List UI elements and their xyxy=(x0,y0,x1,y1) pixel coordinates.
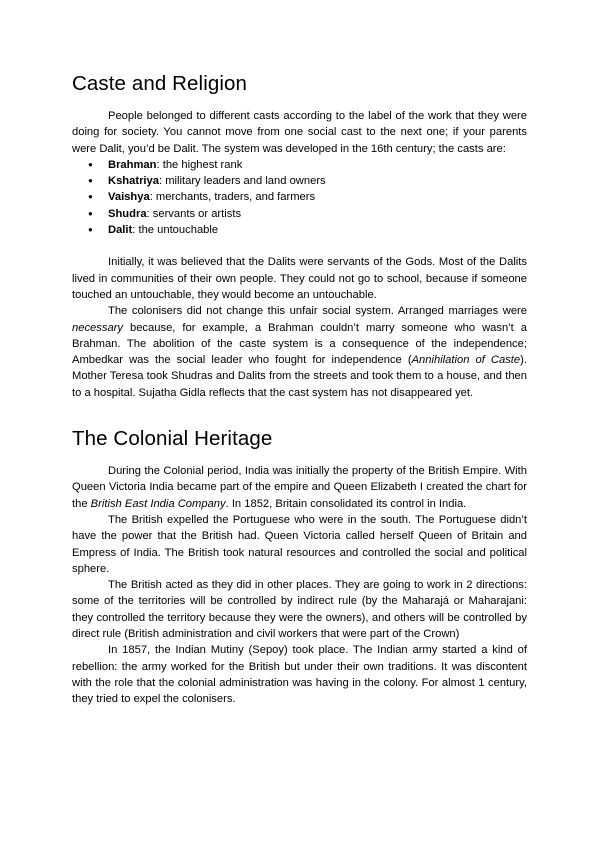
section-heading-colonial-heritage: The Colonial Heritage xyxy=(72,427,273,451)
paragraph-dalits: Initially, it was believed that the Dalits were servants of the Gods. Most of the Dalits lived in communities of their own people. They could not go to school, because if someone touched an untouchable, they would become an untouchable. xyxy=(72,256,527,301)
text-run: The colonisers did not change this unfair social system. Arranged marriages were xyxy=(108,305,527,318)
caste-name: Dalit xyxy=(108,224,133,237)
paragraph-spacer xyxy=(72,238,527,254)
list-item-vaishya xyxy=(88,189,527,205)
list-item-brahman xyxy=(88,157,527,173)
paragraph-portuguese: The British expelled the Portuguese who were in the south. The Portuguese didn’t have the power that the British had. Queen Victoria called herself Queen of Britain and Empress of India. The British took natural resources and controlled the social and political sphere. xyxy=(72,513,527,575)
company-name: British East India Company xyxy=(90,497,226,510)
document-content xyxy=(72,70,527,708)
list-item-shudra xyxy=(88,206,527,222)
text-run: ). Mother Teresa took Shudras and Dalits from the streets and took them to a house, and then to a hospital. Sujatha Gidla reflects that the cast system has not disappeared yet. xyxy=(72,354,527,399)
caste-description: : military leaders and land owners xyxy=(159,175,326,188)
caste-description: : the untouchable xyxy=(132,224,219,237)
caste-description: : merchants, traders, and farmers xyxy=(149,191,316,204)
book-title: Annihilation of Caste xyxy=(411,354,521,367)
caste-description: : the highest rank xyxy=(156,158,243,171)
emphasis-necessary: necessary xyxy=(72,321,123,334)
text-run: . In 1852, Britain consolidated its control in India. xyxy=(225,497,467,510)
paragraph-colonial-period xyxy=(72,463,527,512)
caste-name: Kshatriya xyxy=(108,175,159,188)
section-heading-caste-religion: Caste and Religion xyxy=(72,72,248,95)
caste-name: Shudra xyxy=(108,207,147,220)
text-run: During the Colonial period, India was initially the property of the British Empire. With Queen Victoria India became part of the empire and Queen Elizabeth I created the chart for the xyxy=(72,465,527,510)
caste-list xyxy=(72,157,527,238)
paragraph-indian-mutiny: In 1857, the Indian Mutiny (Sepoy) took place. The Indian army started a kind of rebellion: the army worked for the British but under their own traditions. It was discontent with the role that the colonial administration was having in the colony. For almost 1 century, they tried to expel the colonisers. xyxy=(72,644,527,706)
paragraph-rule-directions: The British acted as they did in other places. They are going to work in 2 directions: some of the territories will be controlled by indirect rule (by the Maharajá or Maharajani: they controlled the territory because they were the owners), and others will be controlled by direct rule (British administration and civil workers that were part of the Crown) xyxy=(72,579,527,641)
list-item-kshatriya xyxy=(88,173,527,189)
caste-description: : servants or artists xyxy=(146,207,242,220)
paragraph-castes-intro: People belonged to different casts according to the label of the work that they were doing for society. You cannot move from one social cast to the next one; if your parents were Dalit, you’d be Dalit. The system was developed in the 16th century; the casts are: xyxy=(72,110,527,155)
caste-name: Brahman xyxy=(108,158,157,171)
list-item-dalit xyxy=(88,222,527,238)
text-run: because, for example, a Brahman couldn’t marry someone who wasn’t a Brahman. The abolition of the caste system is a consequence of the independence; Ambedkar was the social leader who fought for independence ( xyxy=(72,321,527,367)
paragraph-colonisers-caste xyxy=(72,303,527,401)
caste-name: Vaishya xyxy=(108,191,150,204)
